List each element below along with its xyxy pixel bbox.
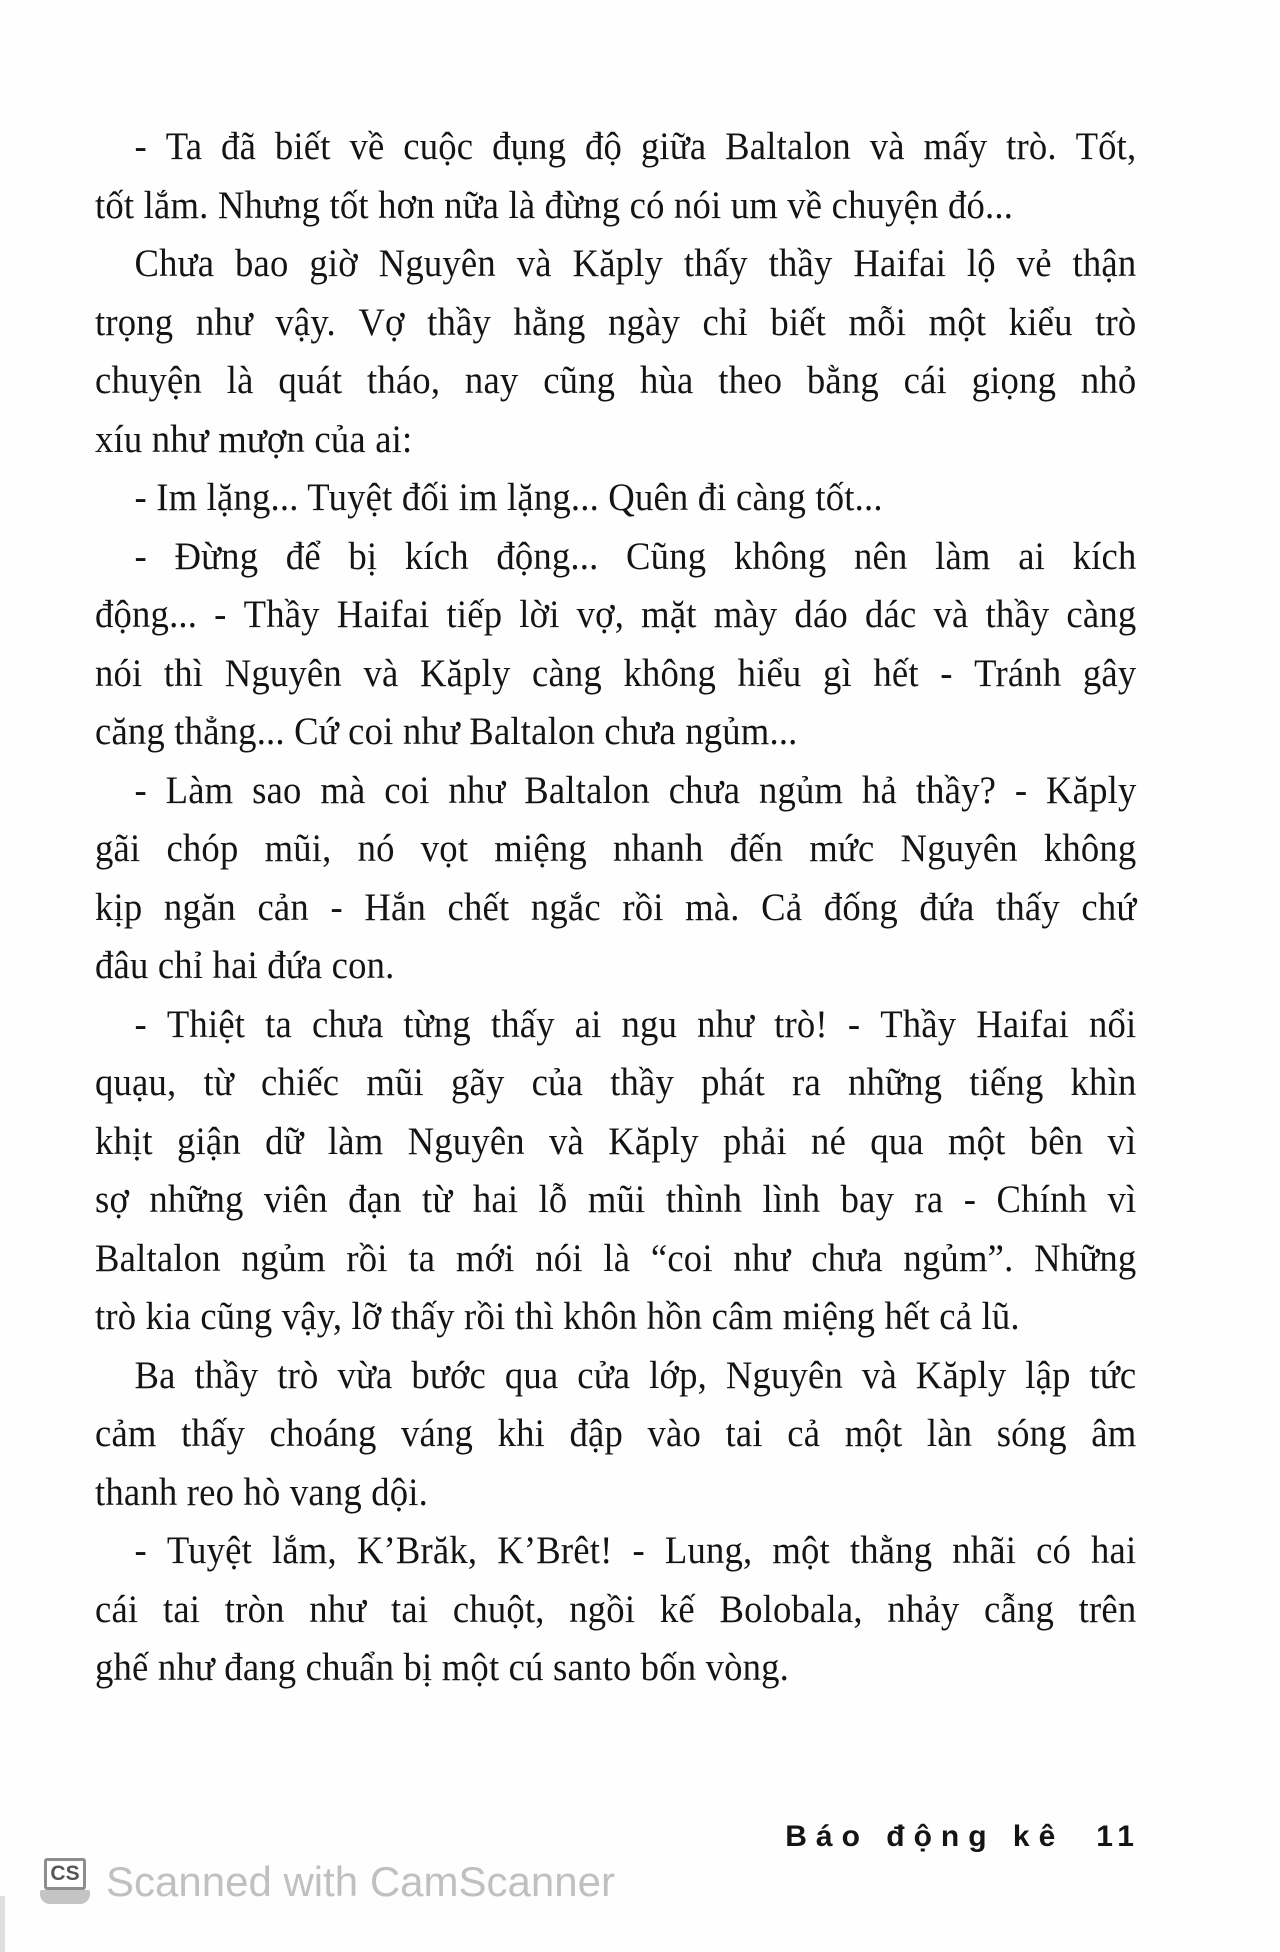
text-line: - Thiệt ta chưa từng thấy ai ngu như trò! - Thầy Haifai nổi [134,1002,1137,1046]
text-line: gãi chóp mũi, nó vọt miệng nhanh đến mức Nguyên không [95,827,1137,870]
text-line: Baltalon ngủm rồi ta mới nói là “coi như chưa ngủm”. Những [95,1236,1137,1280]
text-line: động... - Thầy Haifai tiếp lời vợ, mặt mày dáo dác và thầy càng [95,593,1137,636]
text-line: - Ta đã biết về cuộc đụng độ giữa Baltalon và mấy trò. Tốt, [134,125,1137,168]
text-line: quạu, từ chiếc mũi gãy của thầy phát ra những tiếng khìn [95,1061,1137,1104]
text-line: Ba thầy trò vừa bước qua cửa lớp, Nguyên và Kăply lập tức [134,1353,1137,1397]
text-line: căng thẳng... Cứ coi như Baltalon chưa ngủm... [95,710,798,753]
text-line: nói thì Nguyên và Kăply càng không hiểu gì hết - Tránh gây [95,651,1137,695]
running-title: Báo động kê [785,1820,1065,1853]
text-line: trò kia cũng vậy, lỡ thấy rồi thì khôn hồn câm miệng hết cả lũ. [95,1295,1020,1338]
text-line: cảm thấy choáng váng khi đập vào tai cả một làn sóng âm [95,1412,1137,1455]
text-line: cái tai tròn như tai chuột, ngồi kế Bolobala, nhảy cẫng trên [95,1587,1137,1631]
cs-badge-label: CS [44,1858,86,1890]
body-text [95,118,1137,1698]
camscanner-icon [40,1858,90,1906]
cs-badge-base [40,1890,90,1904]
text-line: trọng như vậy. Vợ thầy hằng ngày chỉ biết mỗi một kiểu trò [95,300,1137,344]
camscanner-watermark [40,1858,615,1906]
text-line: - Tuyệt lắm, K’Brăk, K’Brêt! - Lung, một thằng nhãi có hai [134,1529,1137,1572]
text-line: ghế như đang chuẩn bị một cú santo bốn vòng. [95,1646,790,1689]
text-line: kịp ngăn cản - Hắn chết ngắc rồi mà. Cả đống đứa thấy chứ [95,885,1137,929]
text-line: chuyện là quát tháo, nay cũng hùa theo bằng cái giọng nhỏ [95,359,1137,402]
text-line: sợ những viên đạn từ hai lỗ mũi thình lình bay ra - Chính vì [95,1178,1137,1221]
text-line: đâu chỉ hai đứa con. [95,944,395,987]
text-line: - Im lặng... Tuyệt đối im lặng... Quên đi càng tốt... [134,476,883,519]
text-line: tốt lắm. Nhưng tốt hơn nữa là đừng có nói um về chuyện đó... [95,183,1014,227]
text-line: Chưa bao giờ Nguyên và Kăply thấy thầy Haifai lộ vẻ thận [134,242,1137,285]
text-line: khịt giận dữ làm Nguyên và Kăply phải né qua một bên vì [95,1119,1137,1163]
scan-edge-artifact [0,1896,5,1952]
text-line: - Làm sao mà coi như Baltalon chưa ngủm hả thầy? - Kăply [134,768,1137,812]
camscanner-watermark-text: Scanned with CamScanner [106,1858,615,1905]
text-line: xíu như mượn của ai: [95,417,413,461]
page-number: 11 [1096,1820,1140,1853]
text-line: thanh reo hò vang dội. [95,1470,428,1514]
page-footer [785,1820,1140,1854]
text-line: - Đừng để bị kích động... Cũng không nên làm ai kích [134,534,1137,578]
